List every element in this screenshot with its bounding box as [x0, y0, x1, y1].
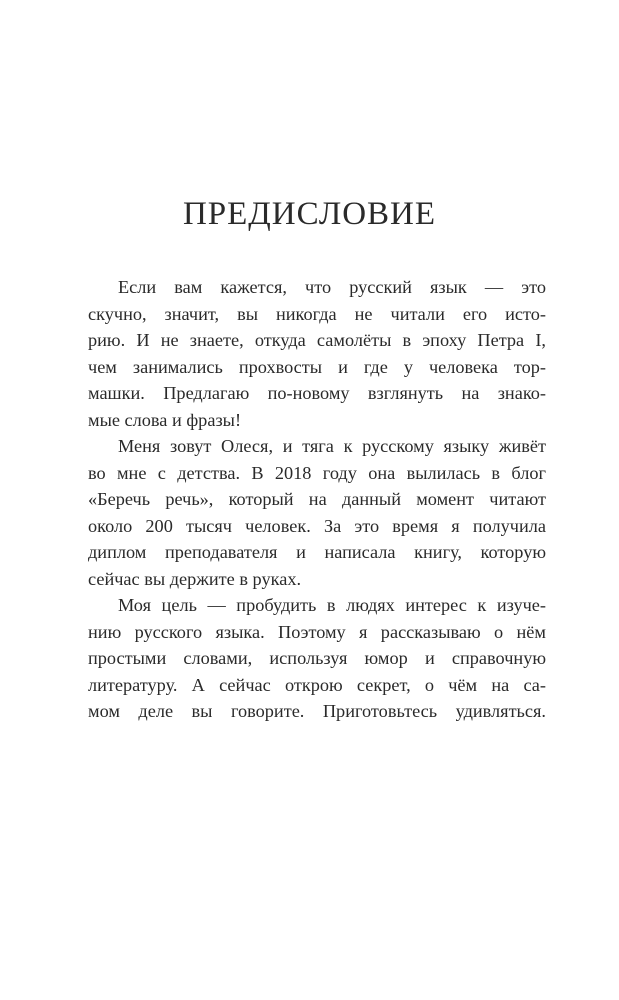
paragraph-1	[88, 274, 546, 433]
text-line: чем занимались прохвосты и где у человека тор-	[88, 356, 546, 377]
text-line: во мне с детства. В 2018 году она вылилась в блог	[88, 462, 546, 483]
text-line: Если вам кажется, что русский язык — это	[118, 277, 546, 297]
text-line: мом деле вы говорите. Приготовьтесь удивляться.	[88, 701, 546, 721]
text-line: мые слова и фразы!	[88, 409, 242, 430]
text-line: сейчас вы держите в руках.	[88, 568, 302, 589]
preface-body	[88, 274, 546, 725]
text-line: «Беречь речь», который на данный момент читают	[88, 489, 546, 509]
text-line: нию русского языка. Поэтому я рассказываю о нём	[88, 621, 546, 642]
text-line: Моя цель — пробудить в людях интерес к изуче-	[118, 595, 546, 615]
text-line: простыми словами, используя юмор и справочную	[88, 648, 546, 668]
page-title: ПРЕДИСЛОВИЕ	[182, 196, 437, 232]
text-line: литературу. А сейчас открою секрет, о чём на са-	[88, 674, 546, 695]
text-line: рию. И не знаете, откуда самолёты в эпоху Петра I,	[88, 330, 546, 350]
paragraph-3	[88, 592, 546, 725]
text-line: машки. Предлагаю по-новому взглянуть на знако-	[88, 383, 546, 403]
text-line: Меня зовут Олеся, и тяга к русскому языку живёт	[118, 436, 546, 456]
paragraph-2	[88, 433, 546, 592]
text-line: скучно, значит, вы никогда не читали его исто-	[88, 303, 546, 324]
text-line: около 200 тысяч человек. За это время я получила	[88, 515, 546, 536]
text-line: диплом преподавателя и написала книгу, которую	[88, 542, 546, 562]
